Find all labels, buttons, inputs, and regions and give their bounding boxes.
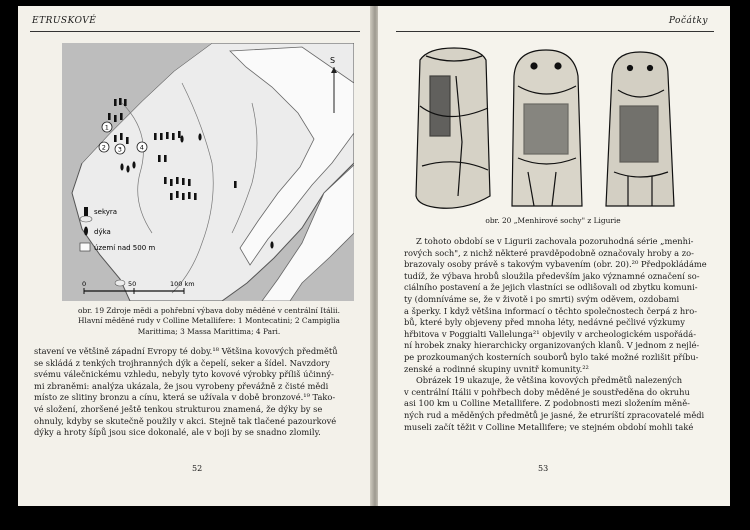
text-line: brazovaly osoby právě s takovým vybavením (obr. 20).²⁰ Předpokládáme [404,259,707,270]
header-rule [396,31,714,32]
copper-sources-map [62,43,354,301]
text-line: bů, které byly objeveny před mnoha léty, nedávné pečlivé výzkumy [404,317,685,328]
right-body-text [404,236,716,433]
text-line: místo ze slitiny bronzu a cínu, která se užívala v době bronzové.¹⁹ Tako- [34,392,336,403]
running-head-right: Počátky [668,16,708,26]
text-line: se skládá z tenkých trojhranných dýk a čepelí, seker a šídel. Navzdory [34,357,330,368]
text-line: asi 100 km u Colline Metallifere. Z podobnosti mezi složením měně- [404,398,690,409]
text-line: ty (domníváme se, že v životě i po smrti) svým oděvem, ozdobami [404,293,680,304]
text-line: Obrázek 19 ukazuje, že většina kovových předmětů nalezených [416,375,683,386]
svg-text:2: 2 [101,143,106,152]
scale-tick-100: 100 km [170,280,195,288]
text-line: ohnuly, kdyby se skutečně použily v akci. Stejně tak tlačené pazourkové [34,415,337,426]
text-line: ní hrobek znaky hierarchicky organizovaných klanů. V jednom z nejlé- [404,340,700,351]
figure-20-caption: obr. 20 „Menhirové sochy" z Ligurie [485,216,621,225]
page-number-right: 53 [538,464,549,473]
page-number-left: 52 [192,464,203,473]
text-line: pe prozkoumaných kosterních souborů bylo také možné rozlišit příbu- [404,351,699,362]
svg-text:3: 3 [117,145,122,154]
running-head-left: ETRUSKOVÉ [32,16,97,26]
text-line: ných rud a měděných předmětů je jasné, že etruríští zpracovatelé mědi [404,409,705,420]
text-line: museli začít těžit v Colline Metallifere; ve stejném období mohli také [404,421,694,432]
text-line: Z tohoto období se v Ligurii zachovala pozoruhodná série „menhi- [416,236,694,246]
statue-right [606,52,674,206]
scale-tick-0: 0 [82,280,87,288]
text-line: zenské a rodinné skupiny uvnitř komunity.²² [404,363,589,374]
left-body-text [34,346,358,439]
text-line: a šperky. I když většina informací o těchto společnostech čerpá z hro- [404,305,698,316]
highland-swatch-icon [80,243,90,251]
text-line: svému válečnickému vzhledu, nebyly tyto kovové výrobky příliš účinný- [34,369,334,380]
svg-text:4: 4 [139,143,144,152]
statue-middle [512,50,582,206]
svg-text:1: 1 [104,123,109,132]
dagger-marker-icon [84,227,88,236]
text-line: stavení ve většině západní Evropy té doby.¹⁸ Většina kovových předmětů [34,346,338,356]
text-line: mi zbraněmi: analýza ukázala, že jsou vyrobeny převážně z čisté mědi [34,380,329,391]
text-line: hřbitova v Poggialti Vallelunga²¹ objevily v archeologickém uspořádá- [404,328,697,339]
text-line: dýky a hroty šípů jsou sice dokonalé, ale v boji by se snadno zlomily. [34,427,321,438]
axe-marker-icon [84,207,88,216]
legend-dagger-label: dýka [94,228,111,236]
text-line: vé složení, zhoršené ještě tenkou strukturou znamená, že dýky by se [34,403,323,414]
legend-axe-label: sekyra [94,208,118,216]
figure-19-caption: obr. 19 Zdroje mědi a pohřební výbava doby měděné v centrální Itálii. Hlavní měděné rudy v Colline Metallifere: 1 Montecatini; 2 Campiglia Marittima; 3 Massa Marittima; 4 Pari. [78,306,340,336]
right-page [378,6,730,506]
legend-highland-label: území nad 500 m [94,244,156,252]
menhir-statues-figure [406,46,706,214]
text-line: v centrální Itálii v pohřbech doby měděné je soustředěna do okruhu [404,386,690,397]
text-line: tudíž, že výbava hrobů sloužila především jako významné označení so- [404,270,700,281]
scale-tick-50: 50 [128,280,137,288]
map-figure [62,43,354,301]
island [80,216,92,222]
island [115,280,125,286]
north-label: S [330,56,336,65]
left-page [18,6,374,506]
header-rule [30,31,360,32]
text-line: ciálního postavení a že jejich vlastníci se odlišovali od zbytku komuni- [404,282,698,293]
statue-left [416,48,490,208]
text-line: rových soch", z nichž některé pravděpodobně označovaly hroby a zo- [404,247,694,258]
